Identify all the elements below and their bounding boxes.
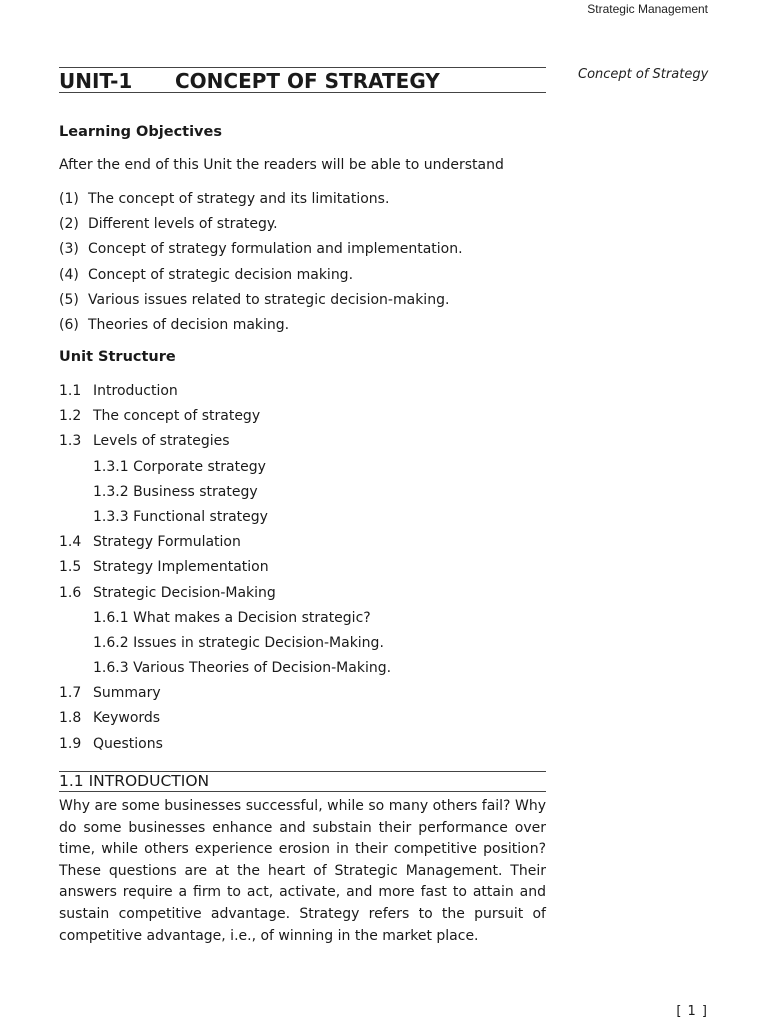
objective-item [59,316,463,341]
objective-text: Different levels of strategy. [88,216,278,233]
objective-item [59,190,463,215]
toc-text: The concept of strategy [93,408,261,425]
toc-number: 1.8 [59,710,82,727]
objective-number: (6) [59,316,79,333]
toc-text: Strategy Formulation [93,534,241,551]
objective-item [59,266,463,291]
toc-text: Questions [93,735,163,752]
objectives-intro: After the end of this Unit the readers will be able to understand [59,157,504,173]
objective-number: (3) [59,241,79,258]
structure-heading: Unit Structure [59,349,176,365]
section-heading-introduction: 1.1 INTRODUCTION [59,771,546,792]
objective-item [59,291,463,316]
objective-text: Various issues related to strategic decision-making. [88,291,450,308]
objective-number: (5) [59,291,79,308]
toc-item [59,684,391,709]
toc-number: 1.2 [59,408,82,425]
toc-text: Summary [93,685,161,702]
unit-number: UNIT-1 [59,69,133,93]
toc-number: 1.9 [59,735,82,752]
toc-subitem: 1.6.3 Various Theories of Decision-Making. [93,660,392,677]
unit-title [59,67,546,93]
toc-subitem: 1.6.1 What makes a Decision strategic? [93,609,371,626]
objective-text: The concept of strategy and its limitations. [88,191,390,207]
toc-subitem: 1.3.3 Functional strategy [93,508,268,525]
running-header: Strategic Management [587,2,708,16]
toc-number: 1.4 [59,534,82,551]
toc-text: Introduction [93,383,178,399]
toc-item [59,709,391,734]
toc-item [59,432,391,457]
objective-item [59,215,463,240]
unit-title-text: CONCEPT OF STRATEGY [175,69,440,93]
toc-item [59,558,391,583]
toc-item [59,735,391,760]
toc-number: 1.7 [59,685,82,702]
toc-subitem: 1.3.1 Corporate strategy [93,458,266,475]
objectives-heading: Learning Objectives [59,124,222,140]
toc-subitem: 1.3.2 Business strategy [93,483,258,500]
toc-text: Levels of strategies [93,433,230,450]
page-number: [ 1 ] [676,1004,708,1019]
unit-structure-list [59,382,391,760]
toc-item [59,584,391,609]
objective-number: (1) [59,191,79,207]
toc-number: 1.5 [59,559,82,576]
toc-item [59,533,391,558]
objective-text: Concept of strategic decision making. [88,266,354,283]
toc-text: Keywords [93,710,161,727]
objective-number: (4) [59,266,79,283]
objective-text: Theories of decision making. [88,316,290,333]
toc-item [59,382,391,407]
objective-item [59,240,463,265]
toc-number: 1.3 [59,433,82,450]
toc-text: Strategy Implementation [93,559,269,576]
toc-text: Strategic Decision-Making [93,584,276,601]
objective-number: (2) [59,216,79,233]
toc-subitem: 1.6.2 Issues in strategic Decision-Making. [93,634,384,651]
toc-number: 1.1 [59,383,82,399]
side-label: Concept of Strategy [578,67,709,82]
introduction-paragraph: Why are some businesses successful, while so many others fail? Why do some businesses enhance and substain their performance over time, while others experience erosion in their competitive position? These questions are at the heart of Strategic Management. Their answers require a firm to act, activate, and more fast to attain and sustain competitive advantage. Strategy refers to the pursuit of competitive advantage, i.e., of winning in the market place. [59,798,546,944]
toc-item [59,407,391,432]
objective-text: Concept of strategy formulation and implementation. [88,241,463,258]
toc-number: 1.6 [59,584,82,601]
objectives-list [59,190,463,341]
